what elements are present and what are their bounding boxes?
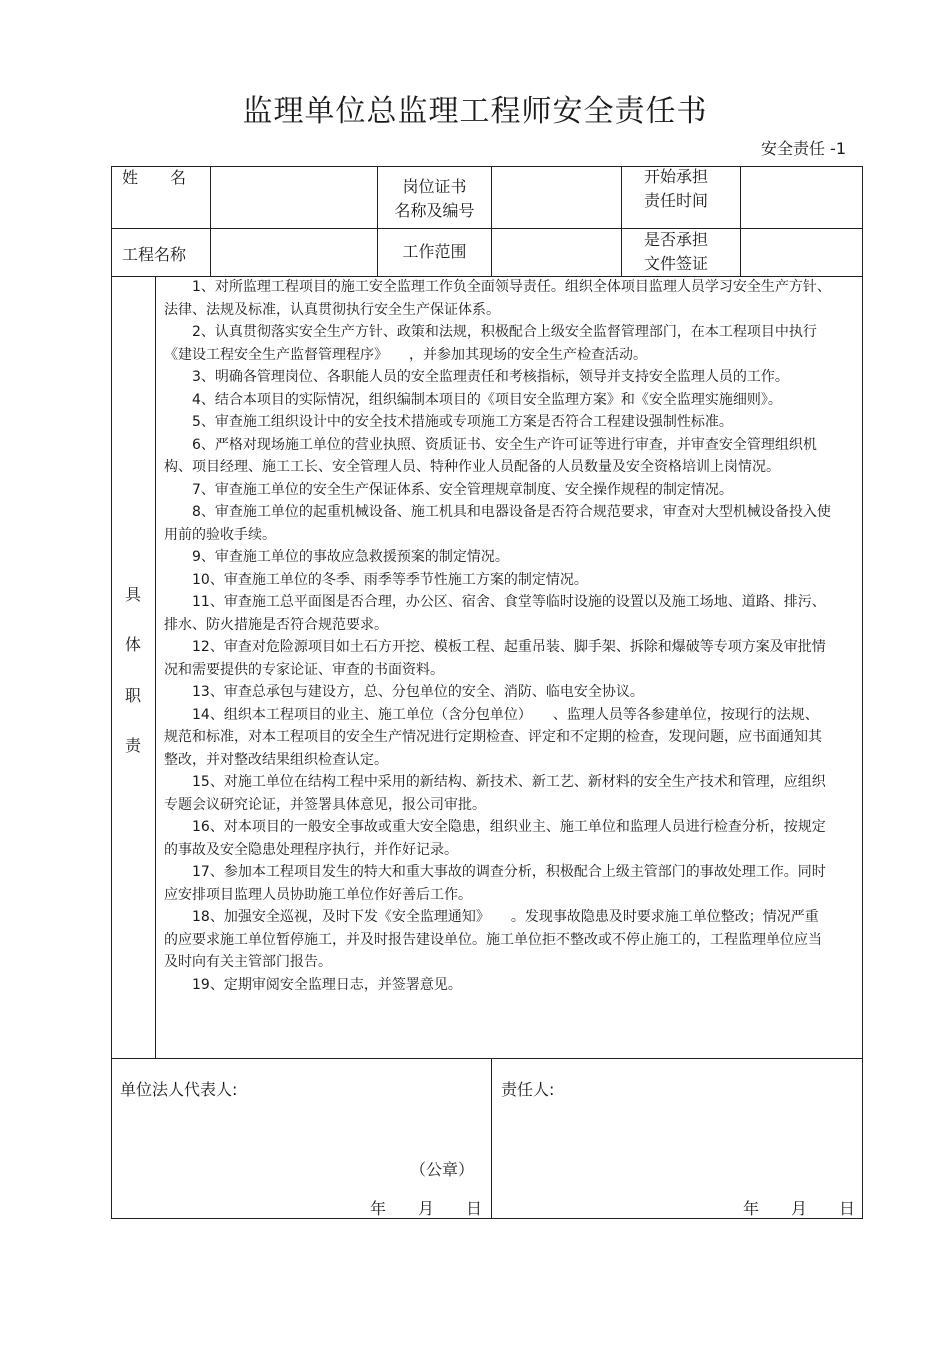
signed-label-line1: 是否承担 <box>644 230 709 249</box>
signed-label <box>644 228 708 276</box>
signed-value[interactable] <box>741 229 861 275</box>
document-title: 监理单位总监理工程师安全责任书 <box>242 94 708 129</box>
start-label <box>644 165 708 213</box>
duties-label-char: 责 <box>124 736 141 755</box>
name-label: 姓 名 <box>122 168 187 187</box>
duty-item: 12、审查对危险源项目如土石方开挖、模板工程、起重吊装、脚手架、拆除和爆破等专项方案及审批情况和需要提供的专家论证、审查的书面资料。 <box>164 639 826 678</box>
duty-item: 17、参加本工程项目发生的特大和重大事故的调查分析，积极配合上级主管部门的事故处理工作。同时应安排项目监理人员协助施工单位作好善后工作。 <box>164 864 826 903</box>
duty-item: 11、审查施工总平面图是否合理，办公区、宿舍、食堂等临时设施的设置以及施工场地、道路、排污、排水、防火措施是否符合规范要求。 <box>164 594 826 633</box>
start-label-line2: 责任时间 <box>644 191 709 210</box>
duties-label-char: 职 <box>124 686 141 705</box>
duties-label-char: 具 <box>124 585 141 604</box>
duty-item: 8、审查施工单位的起重机械设备、施工机具和电器设备是否符合规范要求，审查对大型机械设备投入使用前的验收手续。 <box>164 504 831 543</box>
start-label-line1: 开始承担 <box>644 167 709 186</box>
duty-item: 10、审查施工单位的冬季、雨季等季节性施工方案的制定情况。 <box>164 571 588 588</box>
duty-item: 9、审查施工单位的事故应急救援预案的制定情况。 <box>164 549 509 565</box>
official-seal: （公章） <box>410 1160 475 1179</box>
duty-item: 2、认真贯彻落实安全生产方针、政策和法规，积极配合上级安全监督管理部门，在本工程项目中执行《建设工程安全生产监督管理程序》 ，并参加其现场的安全生产检查活动。 <box>164 324 817 363</box>
duty-item: 3、明确各管理岗位、各职能人员的安全监理责任和考核指标，领导并支持安全监理人员的工作。 <box>164 369 789 385</box>
duty-item: 5、审查施工组织设计中的安全技术措施或专项施工方案是否符合工程建设强制性标准。 <box>164 414 733 430</box>
legal-representative-label: 单位法人代表人: <box>120 1080 238 1099</box>
duty-item: 16、对本项目的一般安全事故或重大安全隐患，组织业主、施工单位和监理人员进行检查分析，按规定的事故及安全隐患处理程序执行，并作好记录。 <box>164 819 826 858</box>
duty-item: 4、结合本项目的实际情况，组织编制本项目的《项目安全监理方案》和《安全监理实施细则》。 <box>164 391 782 408</box>
duty-item: 6、严格对现场施工单位的营业执照、资质证书、安全生产许可证等进行审查，并审查安全管理组织机构、项目经理、施工工长、安全管理人员、特种作业人员配备的人员数量及安全资格培训上岗情况。 <box>164 436 817 475</box>
name-value[interactable] <box>211 167 376 227</box>
duty-item: 13、审查总承包与建设方，总、分包单位的安全、消防、临电安全协议。 <box>164 684 644 700</box>
scope-label: 工作范围 <box>402 242 467 261</box>
duty-item: 15、对施工单位在结构工程中采用的新结构、新技术、新工艺、新材料的安全生产技术和管理，应组织专题会议研究论证，并签署具体意见，报公司审批。 <box>164 774 826 813</box>
document-code: 安全责任 -1 <box>760 139 846 158</box>
responsible-person-label: 责任人: <box>501 1080 555 1099</box>
left-date: 年 月 日 <box>370 1199 483 1218</box>
row-divider <box>111 1058 863 1059</box>
project-label: 工程名称 <box>122 245 187 264</box>
cert-label <box>378 175 491 223</box>
cert-label-line2: 名称及编号 <box>394 201 475 220</box>
scope-value[interactable] <box>492 229 620 275</box>
cert-label-line1: 岗位证书 <box>402 177 467 196</box>
start-value[interactable] <box>741 167 861 227</box>
col-divider <box>491 1058 492 1219</box>
duty-item: 19、定期审阅安全监理日志，并签署意见。 <box>164 976 462 993</box>
col-divider <box>155 276 156 1058</box>
project-value[interactable] <box>211 229 376 275</box>
cert-value[interactable] <box>492 167 620 227</box>
duty-item: 7、审查施工单位的安全生产保证体系、安全管理规章制度、安全操作规程的制定情况。 <box>164 481 733 498</box>
right-date: 年 月 日 <box>743 1199 856 1218</box>
duty-item: 1、对所监理工程项目的施工安全监理工作负全面领导责任。组织全体项目监理人员学习安全生产方针、法律、法规及标准，认真贯彻执行安全生产保证体系。 <box>164 279 831 318</box>
duties-list <box>164 276 832 996</box>
signed-label-line2: 文件签证 <box>644 254 709 273</box>
duty-item: 18、加强安全巡视，及时下发《安全监理通知》 。发现事故隐患及时要求施工单位整改；情况严重的应要求施工单位暂停施工，并及时报告建设单位。施工单位拒不整改或不停止施工的，工程监理单位应当及时向有关主管部门报告。 <box>164 909 822 970</box>
duties-label-char: 体 <box>124 635 141 654</box>
duty-item: 14、组织本工程项目的业主、施工单位（含分包单位） 、监理人员等各参建单位，按现行的法规、规范和标准，对本工程项目的安全生产情况进行定期检查、评定和不定期的检查，发现问题，应书面通知其整改，并对整改结果组织检查认定。 <box>164 706 822 768</box>
col-divider <box>621 166 622 276</box>
